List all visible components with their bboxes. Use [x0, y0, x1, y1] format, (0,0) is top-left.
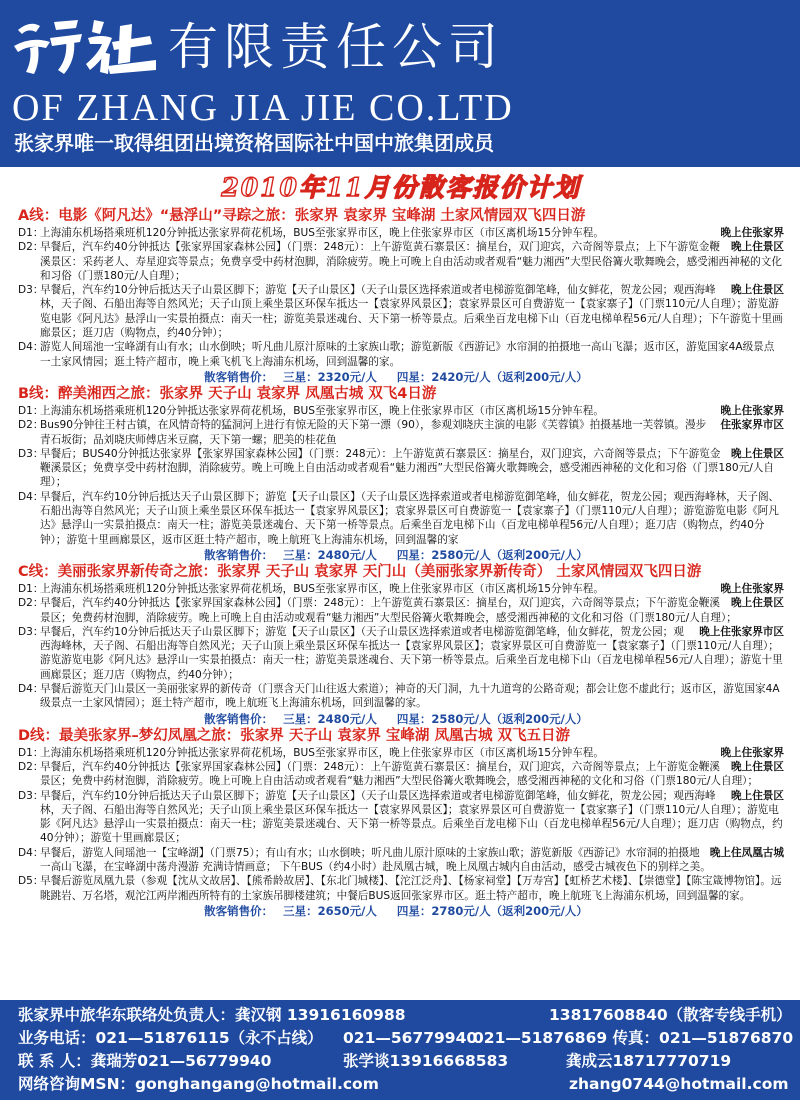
day-number: D3：: [18, 447, 44, 460]
day-description-wrap: [40, 340, 784, 369]
price-label: 散客销售价：: [204, 369, 274, 384]
price-three-star: 三星：2650元/人: [283, 903, 377, 918]
contact-person-2: 张学谈13916668583: [343, 1052, 509, 1070]
day-description-wrap: [40, 682, 784, 711]
manager-contact: 张家界中旅华东联络处负责人：龚汉钢 13916160988: [18, 1006, 406, 1024]
day-description-wrap: [40, 447, 784, 490]
day-description: 早餐后；BUS40分钟抵达张家界【张家界国家森林公园】（门票：248元）：上午游览黄石寨景区：摘星台，双门迎宾，六奇阁等景点；下午游览金鞭溪景区；免费享受中药材泡脚，消除疲劳。晚上可晚上自由活动或者观看“魅力湘西”大型民俗篝火歌舞晚会，感受湘西神秘的文化和习俗（门票180元/人自理）；: [40, 447, 774, 489]
price-label: 散客销售价：: [204, 903, 274, 918]
day-number: D1：: [18, 746, 44, 759]
company-tagline: 张家界唯一取得组团出境资格国际社中国中旅集团成员: [14, 131, 494, 155]
price-three-star: 三星：2480元/人: [283, 547, 377, 562]
day-number: D3：: [18, 789, 44, 802]
overnight-location: 晚上住景区: [731, 597, 784, 610]
day-description-wrap: [40, 746, 784, 760]
contact-person-3: 龚成云18717770719: [566, 1052, 732, 1070]
itinerary-day: [18, 789, 784, 846]
itinerary-day: [18, 760, 784, 789]
overnight-location: 晚上住张家界: [720, 582, 784, 595]
day-number: D4：: [18, 846, 44, 859]
day-description-wrap: [40, 283, 784, 340]
route-block: [18, 385, 784, 563]
contact-row-phone: [18, 1027, 794, 1050]
overnight-location: 晚上住张家界: [720, 227, 784, 239]
day-description: 早餐后游览凤凰九景（参观【沈从文故居】、【熊希龄故居】、【东北门城楼】、【沱江泛舟】、【杨家祠堂】【万寿宫】【虹桥艺术楼】、【崇德堂】【陈宝箴博物馆】。远眺跳岩、万名塔，观沱江两岸湘西所特有的土家族吊脚楼建筑；中餐后BUS返回张家界市区。逛土特产超市，晚上航班飞上海浦东机场，回到温馨的家。: [40, 875, 782, 902]
price-four-star: 四星：2580元/人（返利200元/人）: [396, 711, 588, 726]
itinerary-day: [18, 746, 784, 760]
day-description-wrap: [40, 490, 784, 547]
phone-fax: 021—51876869 传真：021—51876870: [473, 1029, 794, 1047]
price-four-star: 四星：2780元/人（返利200元/人）: [396, 903, 588, 918]
itinerary-day: [18, 240, 784, 283]
day-description-wrap: [40, 240, 784, 283]
day-number: D2：: [18, 419, 44, 432]
itinerary-day: [18, 582, 784, 596]
contact-person-1: 联 系 人：龚瑞芳021—56779940: [18, 1052, 272, 1070]
day-number: D1：: [18, 227, 44, 239]
day-number: D3：: [18, 625, 44, 638]
day-number: D3：: [18, 284, 44, 297]
day-number: D4：: [18, 490, 44, 503]
itinerary-day: [18, 418, 784, 447]
day-number: D2：: [18, 597, 44, 610]
contact-row-persons: [18, 1050, 782, 1073]
price-plan-body: [0, 167, 800, 1000]
day-description: 早餐后，汽车约10分钟后抵达天子山景区脚下；游览【天子山景区】（天子山景区选择索道或者电梯游览御笔峰，仙女鲜花，贺龙公园；观西海峰林，天子阁、石船出海等自然风光；天子山顶上乘坐景区环保车抵达一【袁家界风景区】；袁家界景区可自费游览一【袁家寨子】（门票110元/人自理）；游览游览电影《阿凡达》悬浮山一实景拍摄点：南天一柱；游览美景迷魂台、天下第一桥等景点。后乘坐百龙电梯下山（百龙电梯单程56元/人自理）；游览十里画廊景区；逛刀店（购物点，约40分钟）；: [40, 625, 783, 681]
price-four-star: 四星：2580元/人（返利200元/人）: [396, 547, 588, 562]
day-number: D4：: [18, 341, 44, 354]
day-number: D1：: [18, 582, 44, 595]
day-description: 早餐后，汽车约10分钟后抵达天子山景区脚下；游览【天子山景区】（天子山景区选择索道或者电梯游览御笔峰，仙女鲜花，贺龙公园；观西海峰林，天子阁、石船出海等自然风光；天子山顶上乘坐景区环保车抵达一【袁家界风景区】；袁家界景区可自费游览一【袁家寨子】（门票110元/人自理）；游览游览电影《阿凡达》悬浮山一实景拍摄点：南天一柱；游览美景迷魂台、天下第一桥等景点。后乘坐百龙电梯下山（百龙电梯单程56元/人自理）；下午游览十里画廊景区；逛刀店（购物点，约40分钟）；: [40, 284, 783, 340]
day-description-wrap: [40, 582, 784, 596]
day-description: 早餐后，汽车约40分钟抵达【张家界国家森林公园】（门票：248元）：上午游览黄石寨景区：摘星台，双门迎宾，六奇阁等景点；上午游览金鞭溪景区；免费中药材泡脚，消除疲劳。晚上可晚上自由活动或者观看“魅力湘西”大型民俗篝火歌舞晚会，感受湘西神秘的文化和习俗（门票180元/人自理）；: [40, 760, 759, 788]
plan-title: 2010年11月份散客报价计划: [221, 173, 581, 202]
company-name-en: OF ZHANG JIA JIE CO.LTD: [12, 87, 514, 129]
price-line: [18, 711, 784, 727]
price-four-star: 四星：2420元/人（返利200元/人）: [396, 369, 588, 384]
day-description: 早餐后，游览人间瑶池一【宝峰湖】（门票75）；有山有水；山水倒映；听凡曲儿原汁原味的土家族山歌；游览新版《西游记》水帘洞的拍摄地一高山飞瀑，在宝峰湖中荡舟漫游 充满诗情画意； 下午BUS（约4小时）赴凤凰古城，晚上凤凰古城内自由活动，感受古城夜色下的别样之美。: [40, 846, 711, 873]
price-three-star: 三星：2320元/人: [283, 369, 377, 384]
day-number: D5：: [18, 875, 44, 888]
price-three-star: 三星：2480元/人: [283, 711, 377, 726]
price-line: [18, 903, 784, 919]
day-description: 早餐后，汽车约40分钟抵达【张家界国家森林公园】（门票：248元）：上午游览黄石寨景区：摘星台，双门迎宾，六奇阁等景点；下午游览金鞭溪景区；免费药材泡脚，消除疲劳。晚上可晚上自由活动或观看“魅力湘西”大型民俗篝火歌舞晚会，感受湘西神秘的文化和习俗（门票180元/人自理）；: [40, 597, 737, 624]
day-description-wrap: [40, 760, 784, 789]
route-title: A线：电影《阿凡达》“悬浮山”寻踪之旅：张家界 袁家界 宝峰湖 土家风情园双飞四日游: [18, 208, 586, 224]
day-number: D1：: [18, 404, 44, 417]
day-description-wrap: [40, 596, 784, 625]
itinerary-day: [18, 404, 784, 418]
route-block: [18, 207, 784, 385]
business-phone-2: 021—56779940: [343, 1029, 478, 1047]
day-description: 早餐后，汽车约10分钟后抵达天子山景区脚下；游览【天子山景区】（天子山景区选择索道或者电梯游览御笔峰，仙女鲜花，贺龙公园；观西海峰林，天子阁、石船出海等自然风光；天子山顶上乘坐景区环保车抵达一【袁家界风景区】；袁家界景区可自费游览一【袁家寨子】（门票110元/人自理）；游览电影《阿凡达》悬浮山一实景拍摄点：南天一柱；游览美景迷魂台、天下第一桥等景点。后乘坐百龙电梯下山（百龙电梯单程56元/人自理）；逛刀店（购物点，约40分钟）；游览十里画廊景区；: [40, 789, 783, 845]
overnight-location: 晚上住张家界: [720, 404, 784, 417]
day-description: 上海浦东机场搭乘班机120分钟抵达张家界荷花机场，BUS至张家界市区，晚上住张家界市区（市区离机场15分钟车程。: [40, 404, 604, 417]
day-description: 早餐后，汽车约40分钟抵达【张家界国家森林公园】（门票：248元）：上午游览黄石寨景区：摘星台，双门迎宾，六奇阁等景点；上下午游览金鞭溪景区：采药老人、寿星迎宾等景点；免费享受中药材泡脚，消除疲劳。晚上可晚上自由活动或者观看“魅力湘西”大型民俗篝火歌舞晚会，感受湘西神秘的文化和习俗（门票180元/人自理）；: [40, 241, 782, 282]
day-description: 上海浦东机场搭乘班机120分钟抵达张家界荷花机场，BUS至张家界市区，晚上住张家界市区（市区离机场15分钟车程。: [40, 746, 604, 759]
hotline-mobile: 13817608840（散客专线手机）: [549, 1006, 792, 1024]
day-number: D4：: [18, 683, 44, 696]
day-description-wrap: [40, 874, 784, 903]
day-description-wrap: [40, 226, 784, 240]
day-number: D2：: [18, 241, 44, 254]
itinerary-day: [18, 283, 784, 340]
day-description: Bus90分钟往王村古镇，在风情奇特的猛洞河上进行有惊无险的天下第一漂（90），参观刘晓庆主演的电影《芙蓉镇》拍摄基地一芙蓉镇。漫步青石坂街；品刘晓庆师傅店米豆腐，天下第一螺；肥美的桂花鱼: [40, 419, 707, 446]
itinerary-day: [18, 490, 784, 547]
contact-row-msn: [18, 1073, 789, 1096]
route-title: B线：醉美湘西之旅：张家界 天子山 袁家界 凤凰古城 双飞4日游: [18, 385, 437, 402]
contact-row-manager: [18, 1004, 792, 1027]
route-list: [18, 207, 784, 919]
overnight-location: 晚上住景区: [731, 789, 784, 802]
day-description-wrap: [40, 418, 784, 447]
itinerary-day: [18, 226, 784, 240]
calligraphy-logo-icon: [10, 12, 160, 78]
overnight-location: 晚上住凤凰古城: [709, 846, 784, 859]
route-title: D线：最美张家界–梦幻凤凰之旅：张家界 天子山 袁家界 宝峰湖 凤凰古城 双飞五日游: [18, 727, 571, 744]
price-line: [18, 369, 784, 385]
itinerary-day: [18, 340, 784, 369]
day-description: 游览人间瑶池一宝峰湖有山有水；山水倒映；听凡曲儿原汁原味的土家族山歌；游览新版《西游记》水帘洞的拍摄地一高山飞瀑；返市区，游览国家4A级景点一土家风情园；逛土特产超市，晚上乘飞机飞上海浦东机场，回到温馨的家。: [40, 341, 775, 368]
day-number: D2：: [18, 760, 44, 773]
day-description-wrap: [40, 404, 784, 418]
msn-contact-link-2[interactable]: zhang0744@hotmail.com: [569, 1075, 789, 1093]
itinerary-day: [18, 682, 784, 711]
overnight-location: 晚上住景区: [731, 760, 784, 773]
day-description-wrap: [40, 846, 784, 875]
route-block: [18, 563, 784, 727]
day-description: 早餐后游览天门山景区一美丽张家界的新传奇（门票含天门山往返大索道）；神奇的天门洞，九十九道弯的公路奇观；都会让您不虚此行；返市区，游览国家4A级景点一土家风情园）；逛土特产超市，晚上航班飞上海浦东机场，回到温馨的家。: [40, 683, 780, 710]
day-description-wrap: [40, 625, 784, 682]
overnight-location: 晚上住张家界: [720, 746, 784, 759]
company-name-cn: 有限责任公司: [168, 18, 504, 76]
day-description: 早餐后，汽车约10分钟后抵达天子山景区脚下；游览【天子山景区】（天子山景区选择索道或者电梯游览御笔峰，仙女鲜花，贺龙公园；观西海峰林，天子阁、石船出海等自然风光；天子山顶上乘坐景区环保车抵达一【袁家界风景区】；袁家界景区可自费游览一【袁家寨子】（门票110元/人自理）；游览游览电影《阿凡达》悬浮山一实景拍摄点：南天一柱；游览美景迷魂台、天下第一桥等景点。后乘坐百龙电梯下山（百龙电梯单程56元/人自理）；逛刀店（购物点，约40分钟）；游览十里画廊景区，返市区逛土特产超市，晚上航班飞上海浦东机场，回到温馨的家: [40, 490, 780, 546]
route-title: C线：美丽张家界新传奇之旅：张家界 天子山 袁家界 天门山（美丽张家界新传奇） 土家风情园双飞四日游: [18, 563, 702, 580]
overnight-location: 住张家界市区: [720, 419, 784, 432]
price-label: 散客销售价：: [204, 711, 274, 726]
day-description-wrap: [40, 789, 784, 846]
contact-footer: [0, 1000, 800, 1100]
price-line: [18, 547, 784, 563]
msn-contact-link[interactable]: 网络咨询MSN：gonghangang@hotmail.com: [18, 1075, 379, 1093]
itinerary-day: [18, 596, 784, 625]
itinerary-day: [18, 874, 784, 903]
header-banner: [0, 0, 800, 167]
itinerary-day: [18, 846, 784, 875]
overnight-location: 晚上住景区: [731, 284, 784, 297]
business-phone: 业务电话：021—51876115（永不占线）: [18, 1029, 323, 1047]
itinerary-day: [18, 447, 784, 490]
overnight-location: 晚上住张家界市区: [699, 625, 784, 638]
price-label: 散客销售价：: [204, 547, 274, 562]
route-block: [18, 727, 784, 919]
day-description: 上海浦东机场搭乘班机120分钟抵达张家界荷花机场，BUS至张家界市区，晚上住张家界市区（市区离机场15分钟车程。: [40, 582, 604, 595]
overnight-location: 晚上住景区: [731, 241, 784, 254]
itinerary-day: [18, 625, 784, 682]
overnight-location: 晚上住景区: [731, 447, 784, 460]
day-description: 上海浦东机场搭乘班机120分钟抵达张家界荷花机场，BUS至张家界市区，晚上住张家界市区（市区离机场15分钟车程。: [40, 227, 604, 239]
